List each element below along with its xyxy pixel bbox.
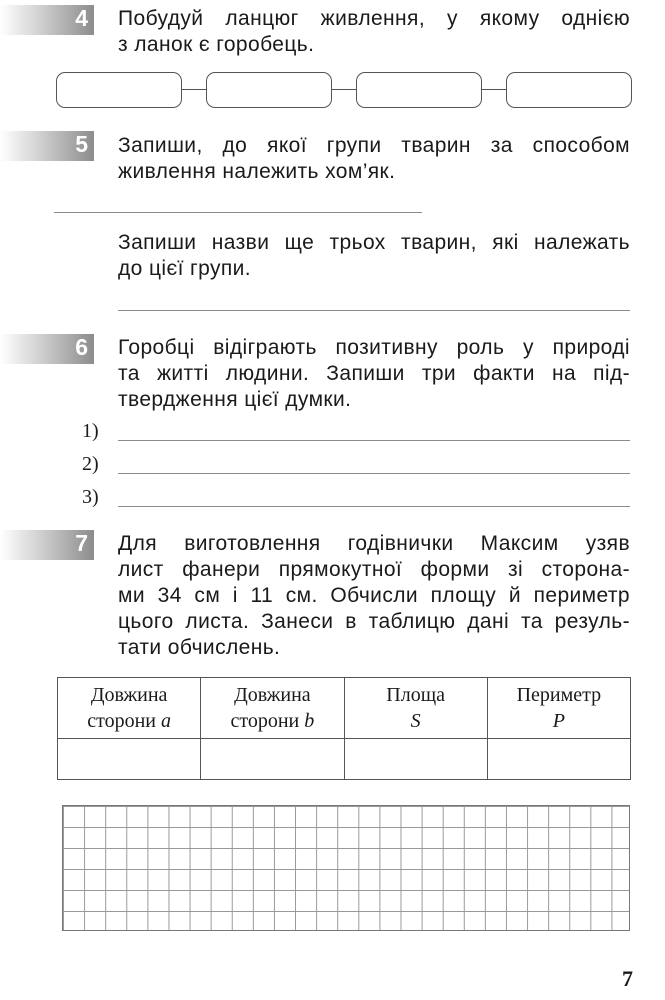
food-chain-box-3[interactable] xyxy=(356,72,482,108)
task-5-line: живлення належить хом’як. xyxy=(118,160,396,183)
answer-cell-area[interactable] xyxy=(344,739,487,780)
answer-cell-a[interactable] xyxy=(58,739,201,780)
table-answer-row xyxy=(58,739,631,780)
food-chain-box-1[interactable] xyxy=(56,72,182,108)
task-5-sub-line: Запиши назви ще трьох тварин, які належать xyxy=(118,231,630,254)
task-4-number: 4 xyxy=(75,5,88,31)
header-side-a: Довжина сторони a xyxy=(58,678,201,739)
results-table xyxy=(57,677,631,780)
task-6-line: твердження цієї думки. xyxy=(118,388,352,411)
table-header-row xyxy=(58,678,631,739)
task-6-line: Горобці відіграють позитивну роль у природі xyxy=(118,336,630,359)
task-5-number: 5 xyxy=(75,131,88,157)
food-chain-link xyxy=(182,89,206,90)
fact-1-answer-line[interactable] xyxy=(118,440,630,441)
food-chain-box-4[interactable] xyxy=(506,72,632,108)
header-side-b: Довжина сторони b xyxy=(201,678,344,739)
task-5-line: Запиши, до якої групи тварин за способом xyxy=(118,134,630,157)
calculation-grid[interactable] xyxy=(62,805,630,931)
fact-2-label: 2) xyxy=(82,453,99,475)
page-number: 7 xyxy=(622,966,633,991)
task-7-number: 7 xyxy=(75,530,88,556)
task-6-number: 6 xyxy=(75,334,88,360)
task-7-line: ми 34 см і 11 см. Обчисли площу й периметр xyxy=(118,584,630,607)
task-7-line: цього листа. Занеси в таблицю дані та резуль- xyxy=(118,610,630,633)
task-7-number-badge xyxy=(0,530,94,560)
task-4-line: Побудуй ланцюг живлення, у якому однією xyxy=(118,7,630,30)
header-area: Площа S xyxy=(344,678,487,739)
task-4-line: з ланок є горобець. xyxy=(118,33,315,56)
header-perimeter: Периметр P xyxy=(487,678,630,739)
answer-line-animals[interactable] xyxy=(118,310,630,311)
task-7-text xyxy=(118,531,630,661)
food-chain-link xyxy=(482,89,506,90)
task-5-text xyxy=(118,133,630,185)
task-5-number-badge xyxy=(0,131,94,161)
fact-3-answer-line[interactable] xyxy=(118,506,630,507)
answer-cell-b[interactable] xyxy=(201,739,344,780)
task-6-number-badge xyxy=(0,334,94,364)
task-5-subtask-text xyxy=(118,230,630,282)
food-chain-link xyxy=(332,89,356,90)
answer-cell-perimeter[interactable] xyxy=(487,739,630,780)
task-6-line: та житті людини. Запиши три факти на під- xyxy=(118,362,630,385)
task-5-sub-line: до цієї групи. xyxy=(118,257,251,280)
task-4-text xyxy=(118,6,630,58)
fact-3-label: 3) xyxy=(82,486,99,508)
task-4-number-badge xyxy=(0,5,94,35)
answer-line-group[interactable] xyxy=(54,212,422,213)
task-7-line: лист фанери прямокутної форми зі сторона- xyxy=(118,558,630,581)
fact-1-label: 1) xyxy=(82,420,99,442)
task-7-line: Для виготовлення годівнички Максим узяв xyxy=(118,532,630,555)
task-6-text xyxy=(118,335,630,413)
task-7-line: тати обчислень. xyxy=(118,636,281,659)
food-chain-box-2[interactable] xyxy=(206,72,332,108)
fact-2-answer-line[interactable] xyxy=(118,473,630,474)
